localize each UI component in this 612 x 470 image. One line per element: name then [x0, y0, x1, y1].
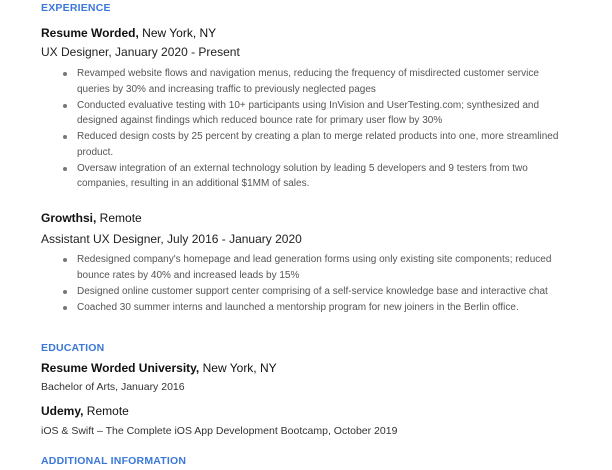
bullet-item: Coached 30 summer interns and launched a mentorship program for new joiners in the Berlin office. [41, 300, 571, 316]
company-location: Remote [96, 211, 142, 225]
section-title-additional: ADDITIONAL INFORMATION [41, 455, 187, 467]
education-detail: Bachelor of Arts, January 2016 [41, 381, 185, 393]
company-name: Growthsi, [41, 211, 97, 225]
bullet-item: Designed online customer support center comprising of a self-service knowledge base and interactive chat [41, 284, 571, 300]
education-heading [41, 361, 277, 375]
job-role: UX Designer, January 2020 - Present [41, 45, 240, 59]
job-heading [41, 26, 216, 40]
school-name: Udemy, [41, 404, 84, 418]
school-name: Resume Worded University, [41, 361, 200, 375]
school-location: Remote [83, 404, 129, 418]
bullet-item: Revamped website flows and navigation menus, reducing the frequency of misdirected customer service queries by 30% and increasing traffic to previously neglected pages [41, 66, 571, 97]
education-detail: iOS & Swift – The Complete iOS App Development Bootcamp, October 2019 [41, 425, 398, 437]
bullet-item: Oversaw integration of an external technology solution by leading 5 developers and 9 testers from two companies, resulting in an additional $1MM of sales. [41, 161, 571, 192]
bullet-item: Redesigned company's homepage and lead generation forms using only existing site components; reduced bounce rates by 40% and increased leads by 15% [41, 252, 571, 283]
job-role: Assistant UX Designer, July 2016 - January 2020 [41, 232, 302, 246]
education-heading [41, 404, 129, 418]
job-bullets [41, 66, 571, 192]
job-heading [41, 211, 142, 225]
school-location: New York, NY [199, 361, 277, 375]
job-bullets [41, 252, 571, 316]
section-title-experience: EXPERIENCE [41, 2, 111, 14]
bullet-item: Reduced design costs by 25 percent by creating a plan to merge related products into one, more streamlined product. [41, 129, 571, 160]
company-location: New York, NY [138, 26, 217, 40]
section-title-education: EDUCATION [41, 342, 105, 354]
bullet-item: Conducted evaluative testing with 10+ participants using InVision and UserTesting.com; synthesized and designed against findings which reduced bounce rate for primary user flow by 30% [41, 98, 571, 129]
company-name: Resume Worded, [41, 26, 139, 40]
